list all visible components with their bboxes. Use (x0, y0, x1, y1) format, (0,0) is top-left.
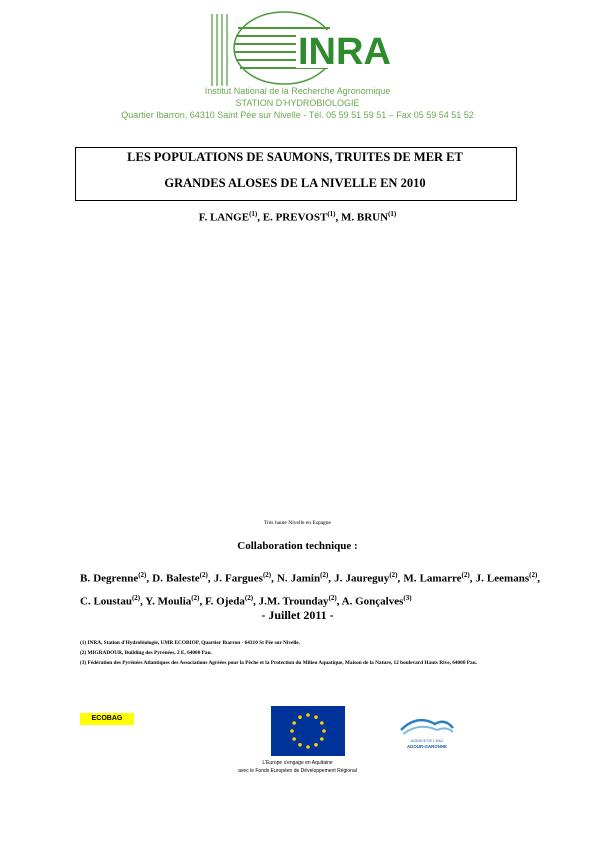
eu-star-icon (292, 721, 296, 725)
image-caption: Très haute Nivelle en Espagne (263, 520, 331, 526)
title-line-1: LES POPULATIONS DE SAUMONS, TRUITES DE MER ET (127, 150, 463, 164)
report-date: - Juillet 2011 - (261, 608, 334, 622)
collaborator-ref: (2) (328, 593, 337, 602)
collaborator-ref: (2) (244, 593, 254, 602)
author-ref: (1) (388, 210, 397, 218)
eu-commitment-text: L'Europe s'engage en Aquitaine (262, 760, 333, 766)
svg-text:AGENCE DE L'EAU: AGENCE DE L'EAU (410, 739, 444, 743)
collaborator-name: J. Jaureguy (334, 572, 390, 585)
collaborators-list: B. Degrenne$^{(2)}$, D. Baleste$^{(2)}$, J. Fargues$^{(2)}$, N. Jamin$^{(2)}$, J. Jaureguy$^{(2)}$, M. Lamarre$^{(2)}$, J. Leemans$^{(2)}$, C. Loustau$^{(2)}$, Y. Moulia$^{(2)}$, F. Ojeda$^{(2)}$, J.M. Trounday$^{(2)}$, A. Gonçalves$^{(3)}$ (80, 571, 541, 608)
collaborator-ref: (2) (461, 571, 470, 579)
author-ref: (1) (327, 210, 336, 218)
collaborator-ref: (2) (262, 571, 272, 579)
collaborator-ref: (2) (529, 571, 538, 579)
footnote: (1) INRA, Station d'Hydrobiologie, UMR ECOBIOP, Quartier Ibarron - 64310 St Pée sur Nivelle. (80, 640, 300, 646)
eu-fund-text: avec le Fonds Européen de Développement Régional (238, 768, 357, 774)
collaborator-name: B. Degrenne (80, 572, 139, 585)
eu-star-icon (292, 737, 296, 741)
eu-star-icon (322, 729, 326, 733)
station-address: Quartier Ibarron, 64310 Saint Pée sur Nivelle - Tél. 05 59 51 59 51 – Fax 05 59 54 51 52 (121, 110, 474, 120)
collaborator-name: D. Baleste (152, 572, 200, 585)
collaborator-name: C. Loustau (80, 595, 132, 608)
eu-star-icon (314, 715, 318, 719)
collaboration-heading: Collaboration technique : (237, 540, 358, 552)
collaborator-name: J. Leemans (475, 572, 530, 585)
collaborator-name: M. Lamarre (403, 572, 462, 585)
institute-name: Institut National de la Recherche Agronomique (204, 86, 391, 96)
footnotes (80, 638, 530, 668)
author-name: F. LANGE (198, 211, 250, 224)
eu-flag-logo (271, 706, 345, 756)
collaborator-ref: (2) (138, 571, 147, 579)
inra-logo (208, 8, 391, 90)
eu-star-icon (290, 729, 294, 733)
collaborator-name: N. Jamin (276, 572, 321, 585)
eu-star-icon (314, 743, 318, 747)
eu-star-icon (298, 715, 302, 719)
agence-eau-logo (395, 708, 459, 754)
author-name: E. PREVOST (262, 211, 328, 224)
collaborator-name: J.M. Trounday (258, 595, 329, 608)
collaborator-name: A. Gonçalves (341, 595, 404, 608)
eu-star-icon (320, 721, 324, 725)
ecobag-logo: ECOBAG (80, 713, 134, 725)
collaborator-ref: (2) (191, 593, 200, 602)
collaborator-name: J. Fargues (213, 572, 263, 585)
eu-star-icon (298, 743, 302, 747)
eu-star-icon (320, 737, 324, 741)
collaborator-name: Y. Moulia (145, 595, 192, 608)
station-name: STATION D'HYDROBIOLOGIE (235, 98, 360, 108)
eu-star-icon (306, 713, 310, 717)
collaborator-ref: (2) (199, 571, 208, 579)
svg-text:ADOUR-GARONNE: ADOUR-GARONNE (406, 744, 448, 749)
collaborator-ref: (2) (320, 571, 329, 579)
collaborator-name: F. Ojeda (204, 595, 245, 608)
collaborator-ref: (2) (131, 593, 141, 602)
footnote: (3) Fédération des Pyrénées Atlantiques des Associations Agréées pour la Pêche et la Protection du Milieu Aquatique, Maison de la Nature, 12 boulevard Hauts Rive, 64000 Pau. (80, 660, 477, 666)
authors: F. LANGE$^{(1)}$, E. PREVOST$^{(1)}$, M. BRUN$^{(1)}$ (198, 210, 397, 224)
footnote: (2) MIGRADOUR, Building des Pyrénées, 2 E, 64000 Pau. (80, 650, 212, 656)
author-name: M. BRUN (341, 211, 389, 224)
eu-star-icon (306, 745, 310, 749)
title-line-2: GRANDES ALOSES DE LA NIVELLE EN 2010 (164, 176, 426, 190)
collaborator-ref: (2) (389, 571, 398, 579)
collaborator-ref: (3) (403, 593, 412, 602)
author-ref: (1) (249, 210, 258, 218)
svg-text:INRA: INRA (298, 31, 391, 73)
